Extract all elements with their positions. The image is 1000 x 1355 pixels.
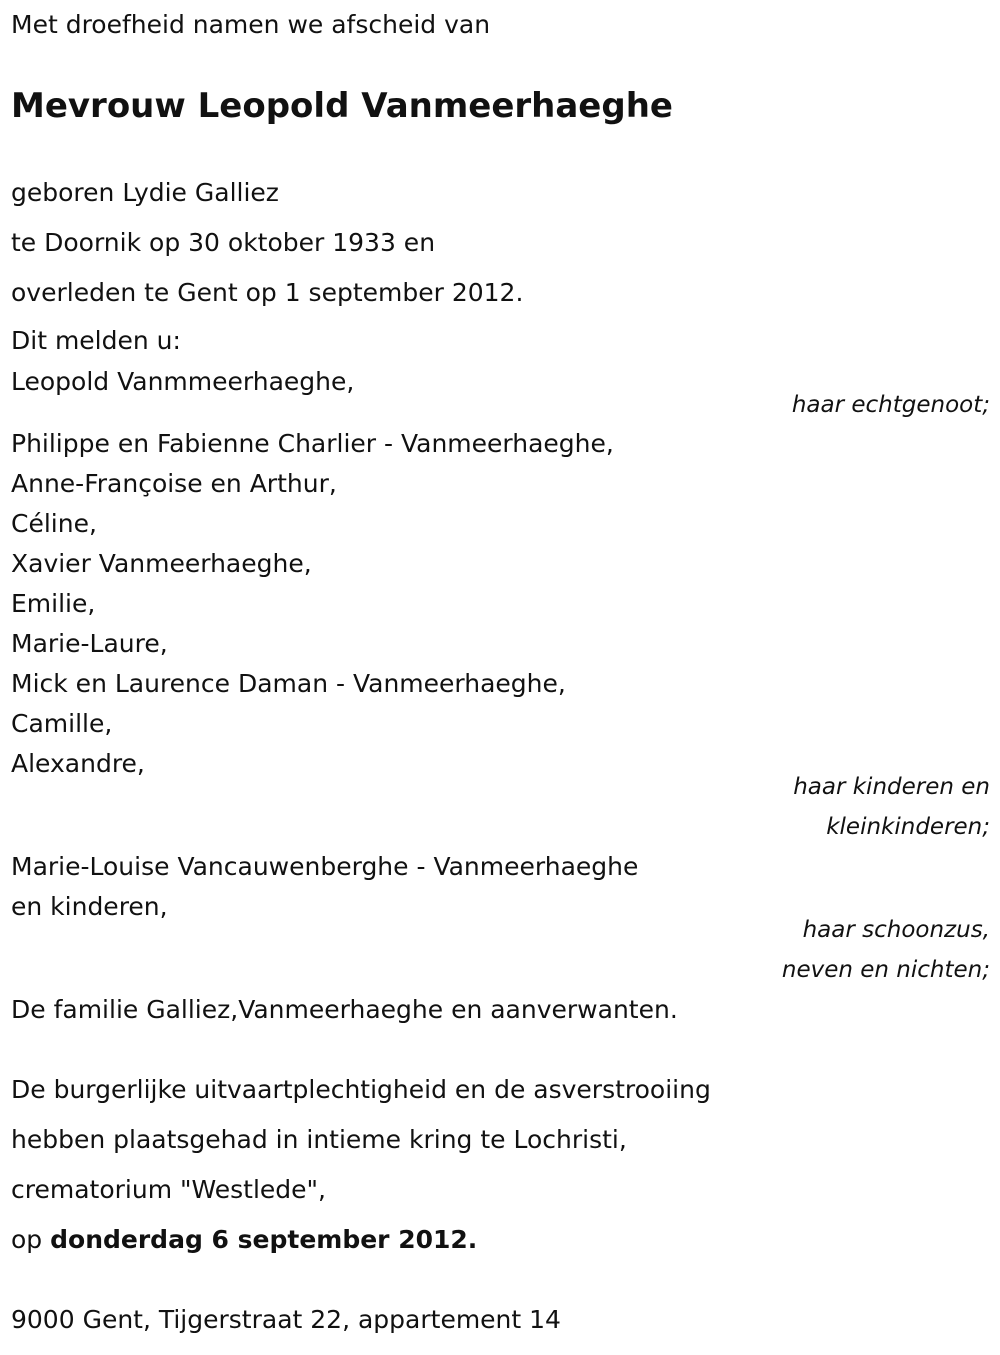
death-date: overleden te Gent op 1 september 2012. — [11, 278, 524, 307]
child-name: Emilie, — [11, 589, 96, 618]
intro-text: Met droefheid namen we afscheid van — [11, 10, 491, 39]
child-name: Camille, — [11, 709, 113, 738]
deceased-name: Mevrouw Leopold Vanmeerhaeghe — [11, 86, 673, 126]
ceremony-line: hebben plaatsgehad in intieme kring te Lochristi, — [11, 1125, 627, 1154]
children-role: haar kinderen en — [793, 774, 990, 800]
sister-in-law-role: haar schoonzus, — [802, 917, 990, 943]
child-name: Alexandre, — [11, 749, 145, 778]
sister-in-law-children: en kinderen, — [11, 892, 168, 921]
child-name: Céline, — [11, 509, 97, 538]
family-line: De familie Galliez,Vanmeerhaeghe en aanverwanten. — [11, 995, 678, 1024]
child-name: Xavier Vanmeerhaeghe, — [11, 549, 312, 578]
born-as: geboren Lydie Galliez — [11, 178, 279, 207]
child-name: Philippe en Fabienne Charlier - Vanmeerhaeghe, — [11, 429, 614, 458]
ceremony-date: donderdag 6 september 2012. — [50, 1225, 478, 1254]
ceremony-date-line — [11, 1225, 477, 1255]
ceremony-line: De burgerlijke uitvaartplechtigheid en de asverstrooiing — [11, 1075, 711, 1104]
children-role: kleinkinderen; — [826, 814, 990, 840]
child-name: Anne-Françoise en Arthur, — [11, 469, 337, 498]
address: 9000 Gent, Tijgerstraat 22, appartement 14 — [11, 1305, 561, 1334]
ceremony-line: crematorium "Westlede", — [11, 1175, 326, 1204]
child-name: Mick en Laurence Daman - Vanmeerhaeghe, — [11, 669, 566, 698]
sister-in-law-role: neven en nichten; — [781, 957, 990, 983]
child-name: Marie-Laure, — [11, 629, 168, 658]
birth-place-date: te Doornik op 30 oktober 1933 en — [11, 228, 436, 257]
announcers-intro: Dit melden u: — [11, 326, 181, 355]
spouse-name: Leopold Vanmmeerhaeghe, — [11, 367, 355, 396]
spouse-role: haar echtgenoot; — [791, 392, 990, 418]
sister-in-law-name: Marie-Louise Vancauwenberghe - Vanmeerhaeghe — [11, 852, 639, 881]
ceremony-date-prefix: op — [11, 1225, 51, 1254]
